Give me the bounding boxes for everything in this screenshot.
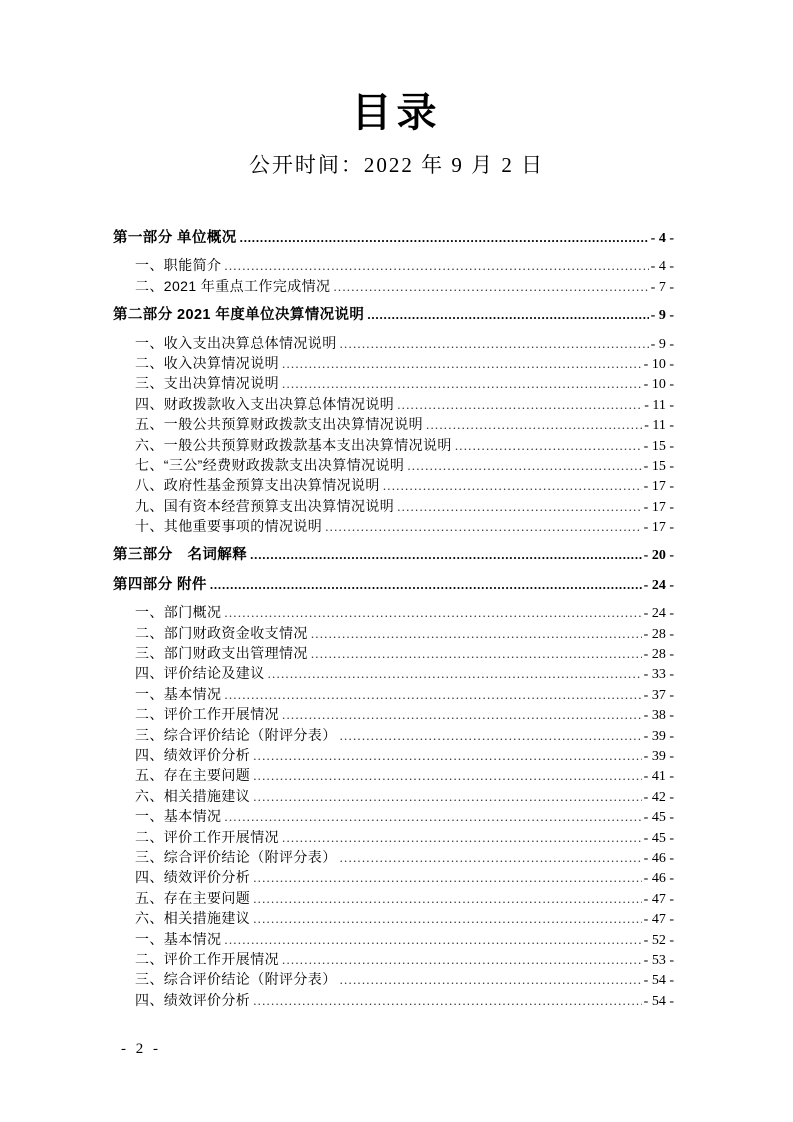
toc-entry: [113, 602, 674, 622]
toc-dot-leader: [224, 602, 641, 623]
toc-dot-leader: [282, 949, 642, 970]
toc-entry: [113, 684, 674, 704]
toc-entry-page: - 42 -: [643, 789, 674, 805]
toc-entry: [113, 394, 674, 414]
toc-dot-leader: [426, 414, 642, 435]
publish-time: 公开时间：2022 年 9 月 2 日: [248, 153, 545, 177]
toc-entry-label: 四、评价结论及建议: [135, 665, 265, 682]
toc-dot-leader: [282, 827, 642, 848]
toc-dot-leader: [340, 969, 642, 990]
toc-entry-label: 二、2021 年重点工作完成情况: [135, 277, 331, 294]
toc-dot-leader: [340, 333, 649, 354]
toc-dot-leader: [407, 455, 641, 476]
toc-entry: [113, 545, 674, 565]
table-of-contents: [113, 228, 674, 1010]
toc-entry-label: 四、财政拨款收入支出决算总体情况说明: [135, 395, 395, 412]
toc-entry-page: - 9 -: [650, 308, 674, 324]
toc-entry-page: - 28 -: [643, 626, 674, 642]
toc-entry: [113, 847, 674, 867]
toc-entry: [113, 575, 674, 595]
toc-entry-label: 第四部分 附件: [113, 576, 207, 593]
toc-dot-leader: [253, 745, 641, 766]
toc-entry-page: - 54 -: [643, 993, 674, 1009]
toc-entry: [113, 806, 674, 826]
toc-entry-label: 六、相关措施建议: [135, 910, 251, 927]
toc-entry: [113, 276, 674, 296]
toc-entry-label: 四、绩效评价分析: [135, 991, 251, 1008]
toc-entry: [113, 704, 674, 724]
toc-entry-page: - 28 -: [643, 647, 674, 663]
toc-entry: [113, 786, 674, 806]
toc-dot-leader: [282, 373, 642, 394]
toc-dot-leader: [282, 353, 642, 374]
toc-entry-label: 六、一般公共预算财政拨款基本支出决算情况说明: [135, 436, 452, 453]
toc-dot-leader: [397, 394, 642, 415]
toc-entry: [113, 516, 674, 536]
toc-entry-label: 第二部分 2021 年度单位决算情况说明: [113, 307, 365, 324]
toc-entry: [113, 725, 674, 745]
toc-dot-leader: [224, 929, 641, 950]
page-number-footer: - 2 -: [121, 1041, 161, 1057]
toc-entry-page: - 53 -: [643, 952, 674, 968]
toc-entry-page: - 24 -: [643, 606, 674, 622]
toc-entry-label: 一、职能简介: [135, 257, 222, 274]
toc-entry-page: - 17 -: [643, 499, 674, 515]
toc-entry-label: 五、一般公共预算财政拨款支出决算情况说明: [135, 416, 423, 433]
toc-entry-page: - 37 -: [643, 687, 674, 703]
toc-entry: [113, 305, 674, 325]
toc-entry: [113, 765, 674, 785]
toc-entry-label: 一、收入支出决算总体情况说明: [135, 334, 337, 351]
toc-entry-page: - 45 -: [643, 830, 674, 846]
toc-entry-page: - 38 -: [643, 708, 674, 724]
toc-entry: [113, 255, 674, 275]
toc-entry-page: - 15 -: [643, 458, 674, 474]
toc-entry: [113, 496, 674, 516]
toc-entry-page: - 46 -: [643, 850, 674, 866]
toc-entry-page: - 15 -: [643, 438, 674, 454]
toc-entry-page: - 41 -: [643, 769, 674, 785]
toc-entry-page: - 17 -: [643, 479, 674, 495]
toc-entry-label: 八、政府性基金预算支出决算情况说明: [135, 477, 380, 494]
toc-entry: [113, 827, 674, 847]
toc-dot-leader: [340, 847, 642, 868]
toc-dot-leader: [282, 704, 642, 725]
toc-entry-label: 三、综合评价结论（附评分表）: [135, 848, 337, 865]
toc-entry-label: 三、支出决算情况说明: [135, 375, 279, 392]
toc-dot-leader: [325, 516, 641, 537]
toc-dot-leader: [250, 545, 642, 565]
toc-dot-leader: [224, 255, 648, 276]
toc-entry-label: 二、评价工作开展情况: [135, 950, 279, 967]
toc-entry-label: 五、存在主要问题: [135, 767, 251, 784]
toc-entry: [113, 663, 674, 683]
toc-entry-label: 五、存在主要问题: [135, 889, 251, 906]
toc-entry-label: 二、收入决算情况说明: [135, 354, 279, 371]
toc-entry: [113, 353, 674, 373]
toc-entry-page: - 24 -: [643, 577, 674, 593]
toc-dot-leader: [240, 228, 649, 248]
toc-entry: [113, 414, 674, 434]
toc-dot-leader: [253, 990, 641, 1011]
toc-entry: [113, 228, 674, 248]
toc-entry-label: 一、基本情况: [135, 808, 222, 825]
toc-entry-label: 二、评价工作开展情况: [135, 828, 279, 845]
toc-entry: [113, 643, 674, 663]
toc-dot-leader: [333, 276, 648, 297]
toc-entry-page: - 4 -: [650, 231, 674, 246]
toc-dot-leader: [311, 623, 642, 644]
toc-entry-page: - 9 -: [650, 336, 674, 352]
toc-entry: [113, 435, 674, 455]
toc-entry-label: 九、国有资本经营预算支出决算情况说明: [135, 497, 395, 514]
toc-entry-page: - 20 -: [643, 548, 674, 564]
toc-entry-label: 六、相关措施建议: [135, 787, 251, 804]
toc-entry: [113, 475, 674, 495]
toc-entry-page: - 11 -: [644, 397, 674, 413]
toc-entry: [113, 455, 674, 475]
toc-entry-label: 二、评价工作开展情况: [135, 706, 279, 723]
toc-dot-leader: [253, 888, 641, 909]
toc-dot-leader: [210, 575, 642, 595]
toc-entry-page: - 47 -: [643, 891, 674, 907]
page-title: 目录: [351, 91, 442, 135]
toc-entry-page: - 10 -: [643, 377, 674, 393]
toc-entry-page: - 7 -: [650, 279, 674, 295]
toc-dot-leader: [253, 765, 641, 786]
toc-entry: [113, 990, 674, 1010]
toc-entry-label: 第一部分 单位概况: [113, 230, 237, 246]
toc-entry-page: - 52 -: [643, 932, 674, 948]
toc-entry: [113, 908, 674, 928]
toc-entry: [113, 867, 674, 887]
toc-dot-leader: [397, 496, 641, 517]
toc-dot-leader: [340, 725, 642, 746]
toc-entry: [113, 623, 674, 643]
toc-entry-page: - 4 -: [650, 259, 674, 275]
toc-entry: [113, 745, 674, 765]
toc-entry-label: 十、其他重要事项的情况说明: [135, 518, 323, 535]
toc-dot-leader: [268, 663, 642, 684]
toc-dot-leader: [253, 786, 641, 807]
toc-entry-page: - 17 -: [643, 520, 674, 536]
toc-entry-label: 一、基本情况: [135, 930, 222, 947]
toc-entry: [113, 373, 674, 393]
toc-entry-page: - 39 -: [643, 728, 674, 744]
toc-dot-leader: [311, 643, 642, 664]
toc-entry-page: - 47 -: [643, 912, 674, 928]
toc-entry-label: 四、绩效评价分析: [135, 869, 251, 886]
toc-entry-label: 三、综合评价结论（附评分表）: [135, 971, 337, 988]
toc-dot-leader: [455, 435, 642, 456]
toc-entry: [113, 969, 674, 989]
toc-entry: [113, 333, 674, 353]
toc-entry-label: 二、部门财政资金收支情况: [135, 624, 308, 641]
toc-entry-page: - 45 -: [643, 810, 674, 826]
toc-dot-leader: [367, 305, 648, 325]
toc-dot-leader: [253, 867, 641, 888]
toc-entry-page: - 46 -: [643, 871, 674, 887]
toc-entry-label: 七、“三公”经费财政拨款支出决算情况说明: [135, 456, 405, 473]
toc-dot-leader: [383, 475, 642, 496]
toc-entry: [113, 949, 674, 969]
toc-entry-page: - 54 -: [643, 973, 674, 989]
toc-entry-page: - 11 -: [644, 418, 674, 434]
toc-entry-label: 一、基本情况: [135, 685, 222, 702]
toc-entry-label: 四、绩效评价分析: [135, 746, 251, 763]
toc-entry-label: 三、部门财政支出管理情况: [135, 645, 308, 662]
toc-entry-label: 三、综合评价结论（附评分表）: [135, 726, 337, 743]
toc-entry-page: - 10 -: [643, 356, 674, 372]
toc-entry-page: - 33 -: [643, 667, 674, 683]
toc-dot-leader: [224, 684, 641, 705]
toc-entry: [113, 929, 674, 949]
toc-entry-label: 一、部门概况: [135, 604, 222, 621]
toc-entry: [113, 888, 674, 908]
toc-dot-leader: [253, 908, 641, 929]
toc-entry-page: - 39 -: [643, 748, 674, 764]
toc-entry-label: 第三部分 名词解释: [113, 547, 248, 564]
toc-dot-leader: [224, 806, 641, 827]
